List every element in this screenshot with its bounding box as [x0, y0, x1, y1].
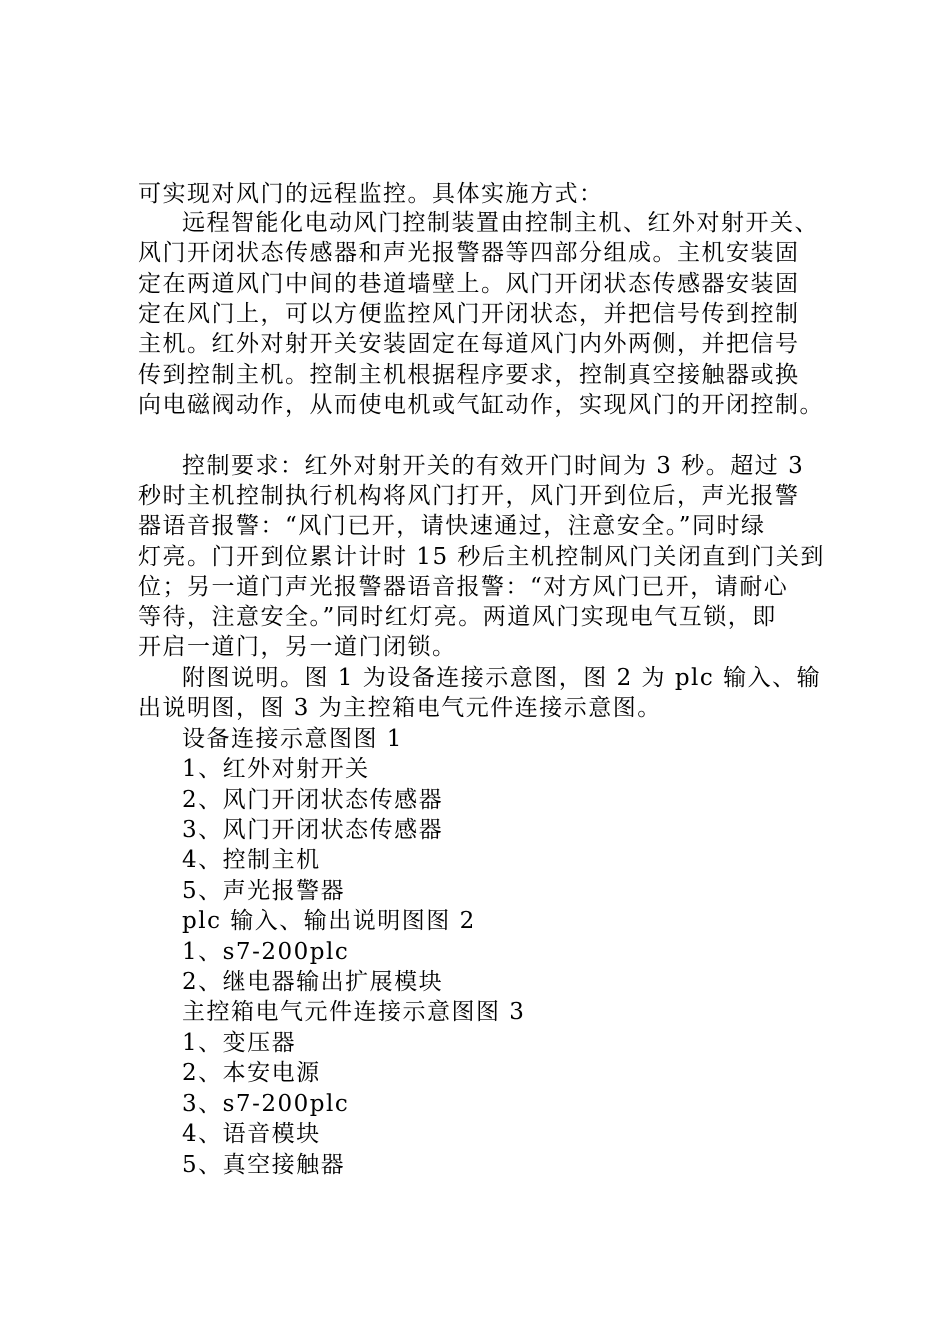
text-line: 等待，注意安全。”同时红灯亮。两道风门实现电气互锁，即: [138, 604, 777, 630]
list-item: 2、继电器输出扩展模块: [182, 969, 444, 995]
text-line: 灯亮。门开到位累计计时 15 秒后主机控制风门关闭直到门关到: [138, 544, 825, 570]
list-item: 2、风门开闭状态传感器: [182, 787, 444, 813]
list-item: 4、控制主机: [182, 847, 321, 873]
text-line: 可实现对风门的远程监控。具体实施方式：: [138, 181, 604, 207]
text-line: 定在风门上，可以方便监控风门开闭状态，并把信号传到控制: [138, 301, 800, 327]
text-line: 开启一道门，另一道门闭锁。: [138, 634, 457, 660]
list-item: 3、风门开闭状态传感器: [182, 817, 444, 843]
text-line: 器语音报警：“风门已开，请快速通过，注意安全。”同时绿: [138, 513, 766, 539]
list-item: 3、s7-200plc: [182, 1091, 350, 1117]
text-line: 定在两道风门中间的巷道墙壁上。风门开闭状态传感器安装固: [138, 271, 800, 297]
list-item: 4、语音模块: [182, 1121, 321, 1147]
text-line: 传到控制主机。控制主机根据程序要求，控制真空接触器或换: [138, 362, 800, 388]
text-line: 风门开闭状态传感器和声光报警器等四部分组成。主机安装固: [138, 240, 800, 266]
list-item: 5、声光报警器: [182, 878, 346, 904]
figure-caption: 主控箱电气元件连接示意图图 3: [182, 999, 526, 1025]
list-item: 2、本安电源: [182, 1060, 321, 1086]
text-line: 秒时主机控制执行机构将风门打开，风门开到位后，声光报警: [138, 483, 800, 509]
paragraph-line: 远程智能化电动风门控制装置由控制主机、红外对射开关、: [182, 210, 819, 236]
list-item: 1、红外对射开关: [182, 756, 370, 782]
figure-caption: plc 输入、输出说明图图 2: [182, 908, 476, 934]
text-line: 出说明图，图 3 为主控箱电气元件连接示意图。: [138, 695, 662, 721]
figure-caption: 设备连接示意图图 1: [182, 726, 403, 752]
paragraph-line: 附图说明。图 1 为设备连接示意图，图 2 为 plc 输入、输: [182, 665, 822, 691]
list-item: 5、真空接触器: [182, 1152, 346, 1178]
list-item: 1、s7-200plc: [182, 939, 350, 965]
paragraph-line: 控制要求：红外对射开关的有效开门时间为 3 秒。超过 3: [182, 453, 805, 479]
text-line: 向电磁阀动作，从而使电机或气缸动作，实现风门的开闭控制。: [138, 392, 824, 418]
list-item: 1、变压器: [182, 1030, 297, 1056]
text-line: 位；另一道门声光报警器语音报警：“对方风门已开，请耐心: [138, 574, 789, 600]
text-line: 主机。红外对射开关安装固定在每道风门内外两侧，并把信号: [138, 331, 800, 357]
